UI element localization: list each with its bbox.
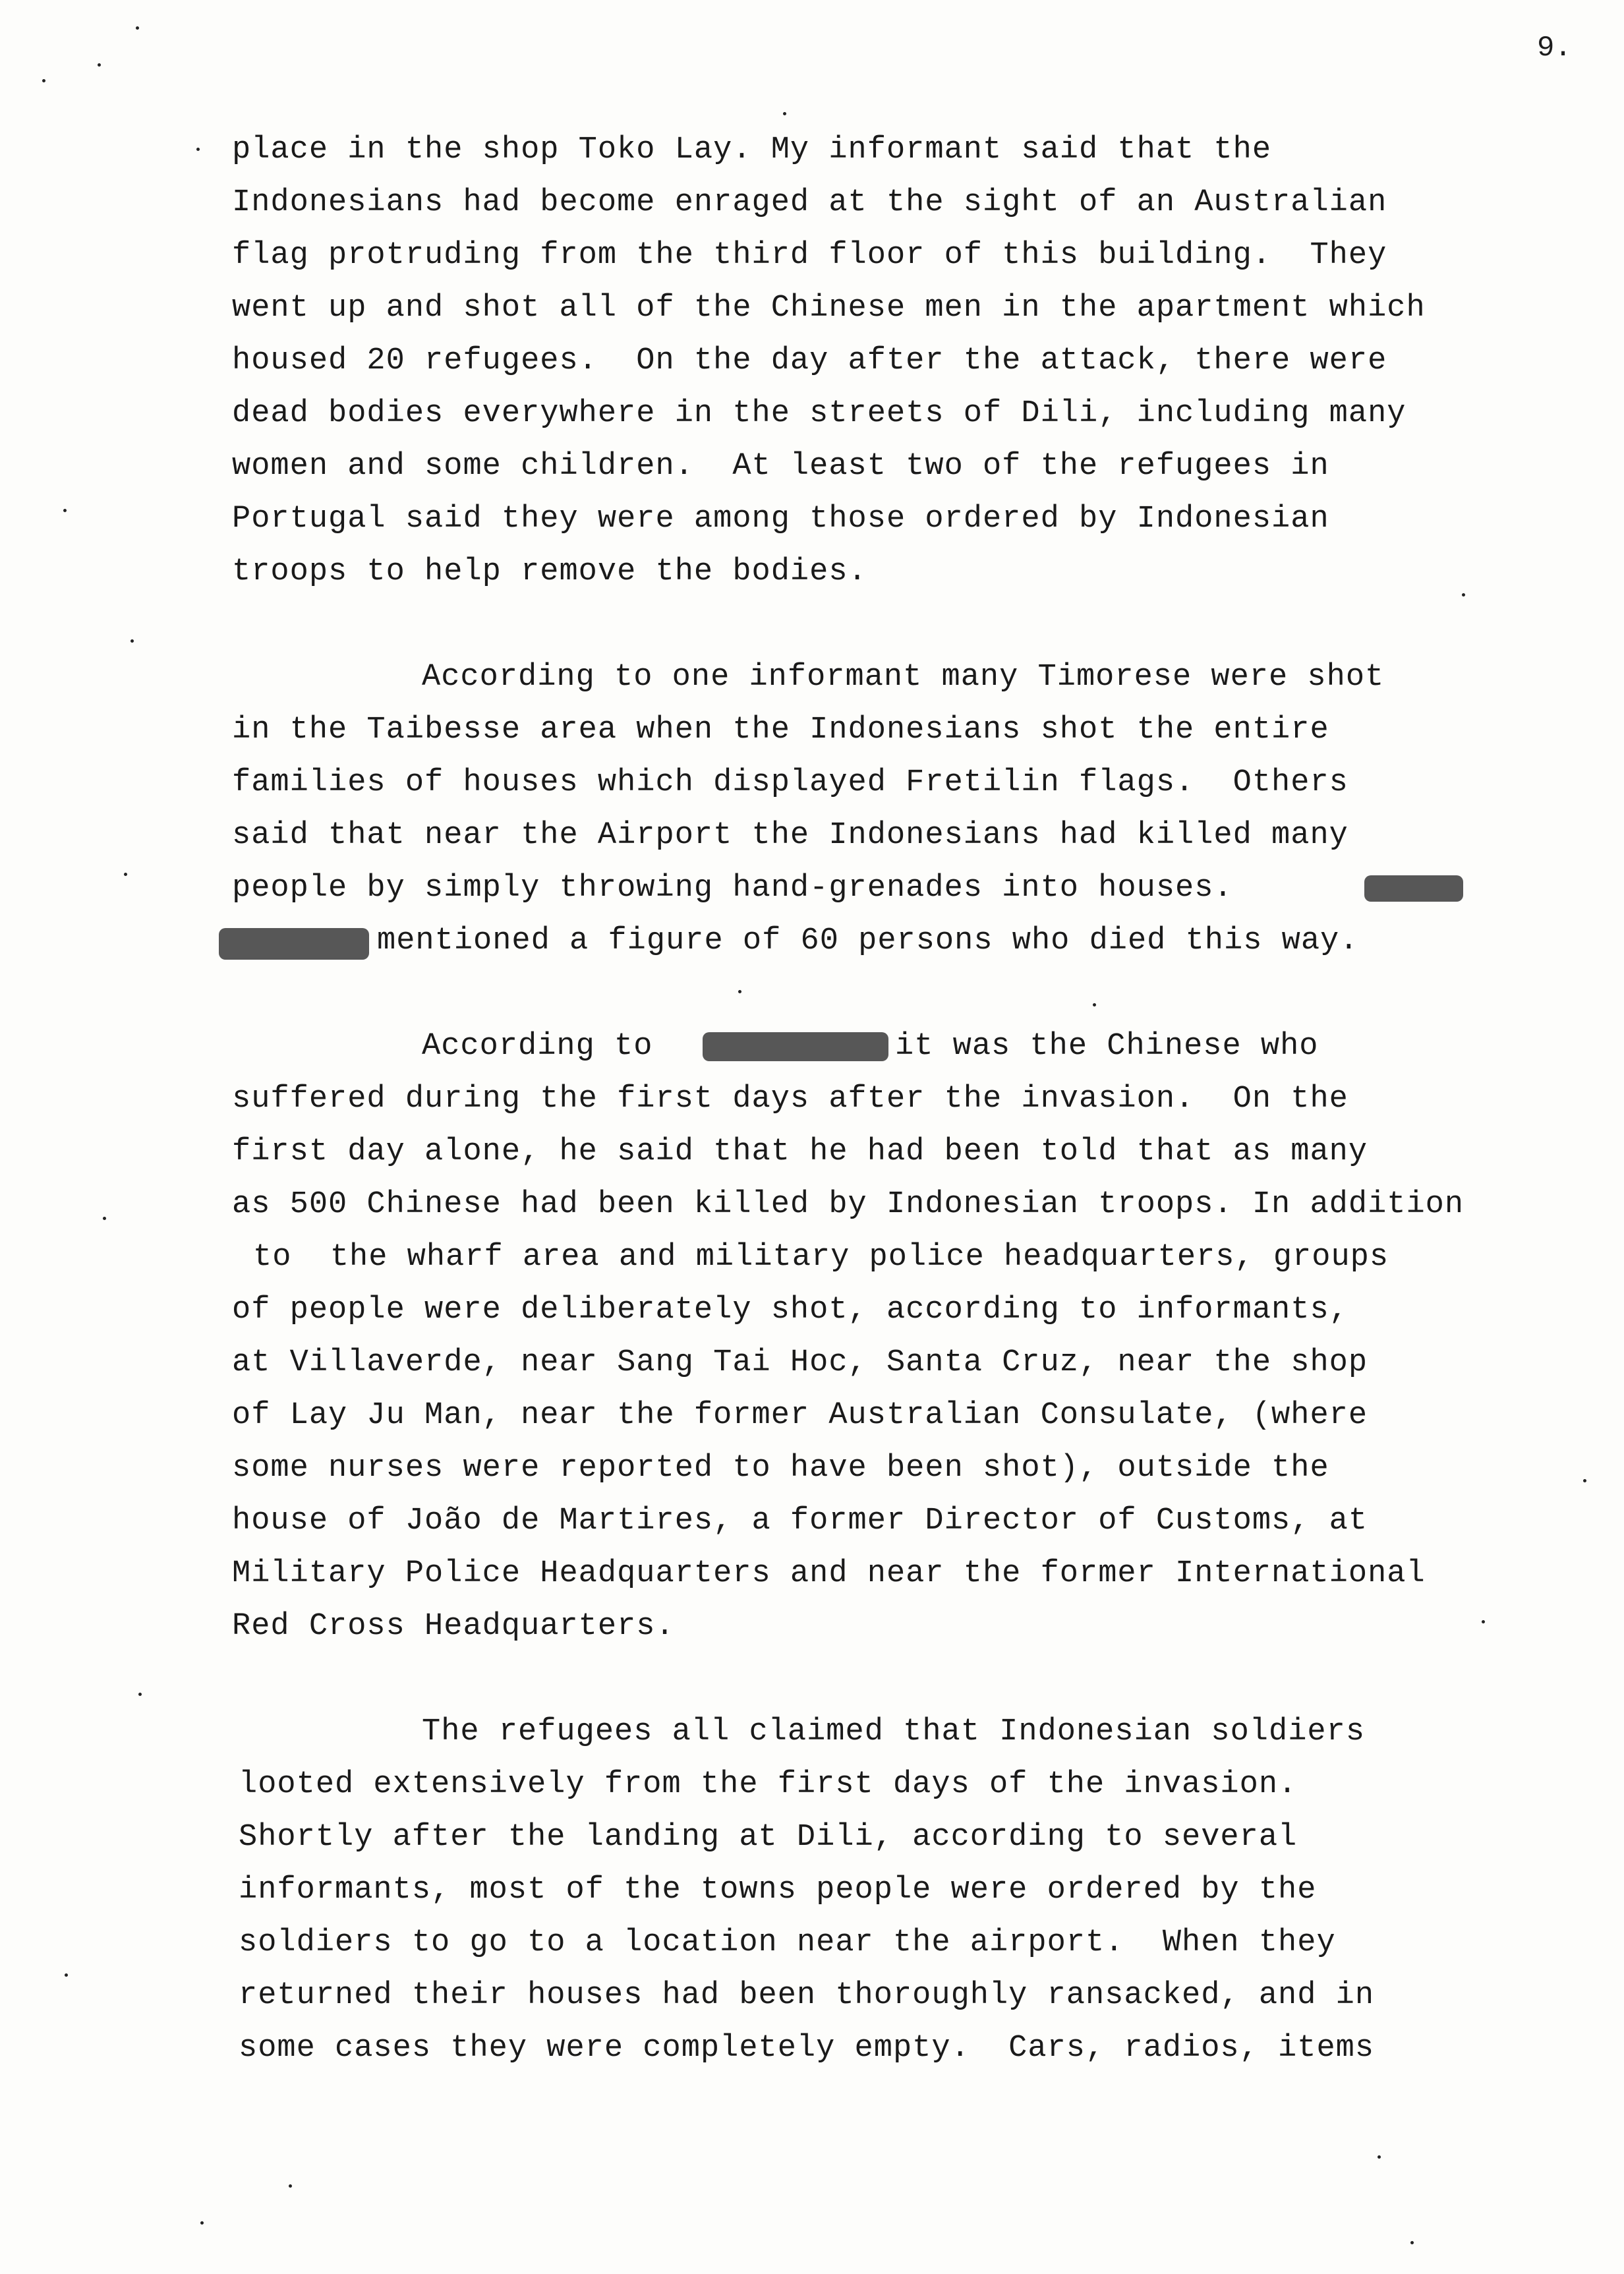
text-line: families of houses which displayed Fretilin flags. Others xyxy=(232,765,1348,800)
text-line: first day alone, he said that he had been told that as many xyxy=(232,1134,1368,1169)
scan-speck xyxy=(1410,2241,1414,2244)
scan-speck xyxy=(42,79,45,82)
text-line: troops to help remove the bodies. xyxy=(232,554,867,589)
scan-speck xyxy=(200,2221,204,2225)
scan-speck xyxy=(783,112,786,115)
text-line: at Villaverde, near Sang Tai Hoc, Santa Cruz, near the shop xyxy=(232,1345,1368,1380)
scan-speck xyxy=(1482,1620,1485,1623)
text-line: Portugal said they were among those ordered by Indonesian xyxy=(232,502,1329,537)
scan-speck xyxy=(65,1973,68,1977)
scan-speck xyxy=(103,1217,106,1220)
text-line: some nurses were reported to have been shot), outside the xyxy=(232,1451,1329,1486)
scan-speck xyxy=(124,873,127,876)
page-number: 9. xyxy=(1537,32,1572,65)
text-line: to the wharf area and military police headquarters, groups xyxy=(253,1240,1389,1275)
text-line: looted extensively from the first days of the invasion. xyxy=(239,1767,1298,1802)
text-line: Military Police Headquarters and near the former International xyxy=(232,1556,1426,1591)
text-line: women and some children. At least two of the refugees in xyxy=(232,449,1329,484)
text-line: house of João de Martires, a former Director of Customs, at xyxy=(232,1503,1368,1538)
text-line: dead bodies everywhere in the streets of Dili, including many xyxy=(232,396,1406,431)
text-line: The refugees all claimed that Indonesian soldiers xyxy=(422,1714,1366,1749)
scan-speck xyxy=(98,63,101,67)
redaction-mark xyxy=(1364,875,1463,902)
text-line: went up and shot all of the Chinese men in the apartment which xyxy=(232,291,1426,326)
text-line: as 500 Chinese had been killed by Indonesian troops. In addition xyxy=(232,1187,1464,1222)
text-line: of Lay Ju Man, near the former Australian Consulate, (where xyxy=(232,1398,1368,1433)
scan-speck xyxy=(1093,1003,1096,1006)
text-line: flag protruding from the third floor of this building. They xyxy=(232,238,1387,273)
scan-speck xyxy=(1583,1479,1586,1482)
scan-speck xyxy=(1462,593,1465,597)
text-line: informants, most of the towns people were ordered by the xyxy=(239,1873,1317,1908)
redaction-mark xyxy=(703,1032,888,1061)
scan-speck xyxy=(1378,2155,1381,2159)
text-line: mentioned a figure of 60 persons who died this way. xyxy=(377,923,1359,958)
scan-speck xyxy=(289,2184,292,2188)
scan-speck xyxy=(138,1693,142,1696)
text-line: of people were deliberately shot, according to informants, xyxy=(232,1293,1348,1327)
text-line: people by simply throwing hand-grenades into houses. xyxy=(232,871,1233,906)
text-line: suffered during the first days after the invasion. On the xyxy=(232,1082,1348,1117)
text-line: said that near the Airport the Indonesians had killed many xyxy=(232,818,1348,853)
text-line: According to one informant many Timorese were shot xyxy=(422,660,1385,695)
text-line: soldiers to go to a location near the airport. When they xyxy=(239,1925,1336,1960)
text-line: returned their houses had been thoroughly ransacked, and in xyxy=(239,1978,1375,2013)
text-line: in the Taibesse area when the Indonesians shot the entire xyxy=(232,713,1329,747)
text-line: place in the shop Toko Lay. My informant said that the xyxy=(232,132,1272,167)
scan-speck xyxy=(196,148,200,151)
text-line: According to xyxy=(422,1029,653,1064)
text-line: it was the Chinese who xyxy=(895,1029,1319,1064)
scan-speck xyxy=(136,26,139,30)
text-line: housed 20 refugees. On the day after the attack, there were xyxy=(232,343,1387,378)
scan-speck xyxy=(63,509,67,512)
redaction-mark xyxy=(219,928,369,960)
text-line: Indonesians had become enraged at the sight of an Australian xyxy=(232,185,1387,220)
text-line: Shortly after the landing at Dili, according to several xyxy=(239,1820,1298,1855)
text-line: some cases they were completely empty. Cars, radios, items xyxy=(239,2031,1375,2066)
text-line: Red Cross Headquarters. xyxy=(232,1609,675,1644)
scan-speck xyxy=(738,990,741,993)
scan-speck xyxy=(130,639,134,643)
